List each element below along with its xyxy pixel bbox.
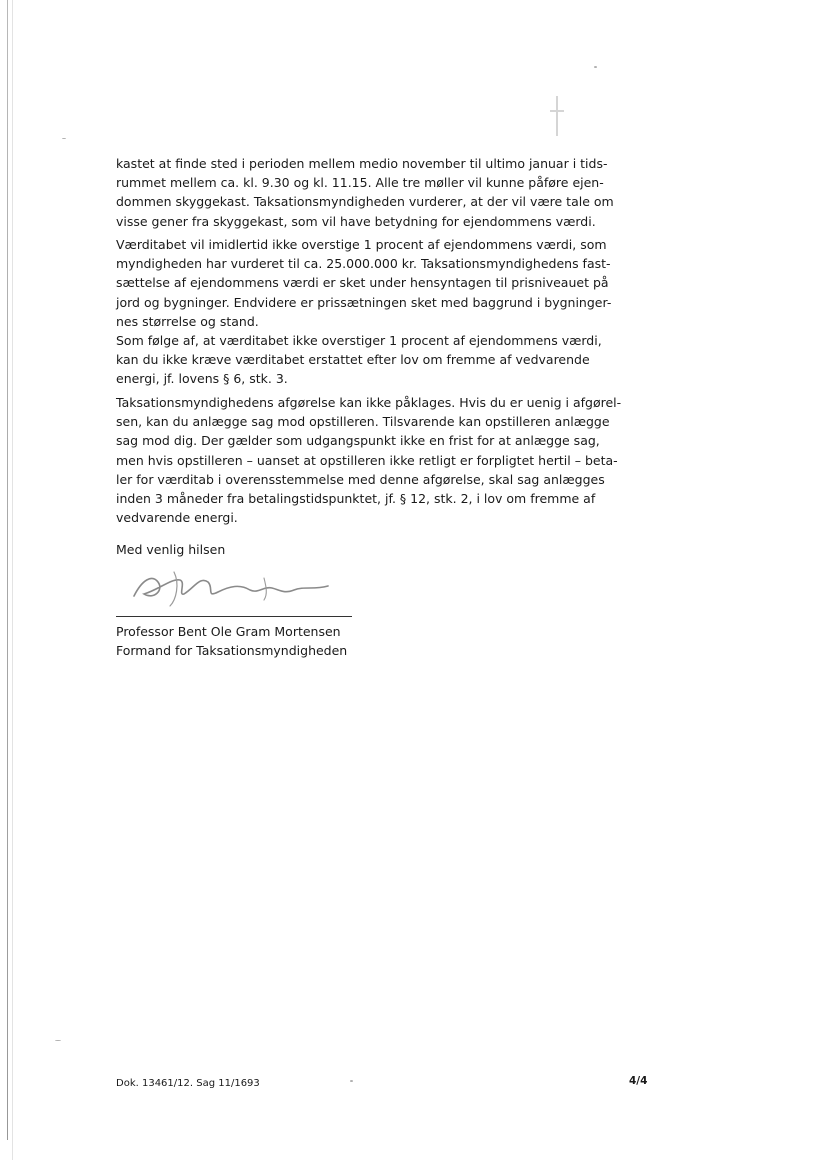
document-reference: Dok. 13461/12. Sag 11/1693 — [116, 1078, 260, 1089]
paragraph-line: Værditabet vil imidlertid ikke overstige 1 procent af ejendommens værdi, som — [116, 237, 607, 252]
paragraph-line: visse gener fra skyggekast, som vil have betydning for ejendommens værdi. — [116, 213, 596, 229]
signer-block — [116, 622, 347, 660]
paragraph-line: sættelse af ejendommens værdi er sket under hensyntagen til prisniveauet på — [116, 275, 609, 291]
paragraph-line: Taksationsmyndighedens afgørelse kan ikke påklages. Hvis du er uenig i afgørel- — [116, 395, 622, 410]
paragraph-line: ler for værditab i overensstemmelse med denne afgørelse, skal sag anlægges — [116, 471, 605, 487]
letter-paragraph-2 — [116, 235, 636, 331]
letterhead-logo-watermark — [548, 96, 710, 136]
signature-line — [116, 616, 352, 617]
paragraph-line: kastet at finde sted i perioden mellem medio november til ultimo januar i tids- — [116, 156, 608, 171]
letter-paragraph-1 — [116, 154, 636, 231]
paragraph-line: sag mod dig. Der gælder som udgangspunkt ikke en frist for at anlægge sag, — [116, 433, 600, 449]
scan-speck — [350, 1080, 353, 1082]
scan-speck — [594, 66, 597, 68]
paragraph-line: men hvis opstilleren – uanset at opstilleren ikke retligt er forpligtet hertil – beta- — [116, 452, 618, 468]
paragraph-line: energi, jf. lovens § 6, stk. 3. — [116, 371, 288, 387]
letter-paragraph-4 — [116, 393, 636, 527]
letter-paragraph-3 — [116, 331, 636, 389]
scan-speck — [62, 138, 66, 139]
paragraph-line: myndigheden har vurderet til ca. 25.000.000 kr. Taksationsmyndighedens fast- — [116, 256, 611, 272]
paragraph-line: dommen skyggekast. Taksationsmyndigheden vurderer, at der vil være tale om — [116, 194, 614, 210]
scan-speck — [55, 1040, 61, 1041]
scan-edge-line-faint — [12, 0, 13, 1160]
paragraph-line: sen, kan du anlægge sag mod opstilleren. Tilsvarende kan opstilleren anlægge — [116, 414, 610, 430]
paragraph-line: rummet mellem ca. kl. 9.30 og kl. 11.15. Alle tre møller vil kunne påføre ejen- — [116, 175, 604, 191]
paragraph-line: kan du ikke kræve værditabet erstattet efter lov om fremme af vedvarende — [116, 352, 590, 368]
closing-greeting: Med venlig hilsen — [116, 542, 226, 557]
page-number: 4/4 — [629, 1075, 648, 1087]
paragraph-line: jord og bygninger. Endvidere er prissætningen sket med baggrund i bygninger- — [116, 294, 612, 310]
paragraph-line: vedvarende energi. — [116, 510, 238, 526]
handwritten-signature — [114, 560, 344, 610]
signer-name: Professor Bent Ole Gram Mortensen — [116, 624, 341, 639]
paragraph-line: inden 3 måneder fra betalingstidspunktet, jf. § 12, stk. 2, i lov om fremme af — [116, 491, 596, 507]
paragraph-line: Som følge af, at værditabet ikke overstiger 1 procent af ejendommens værdi, — [116, 333, 602, 348]
signer-title: Formand for Taksationsmyndigheden — [116, 643, 348, 658]
scan-edge-line — [7, 0, 8, 1140]
paragraph-line: nes størrelse og stand. — [116, 313, 259, 329]
